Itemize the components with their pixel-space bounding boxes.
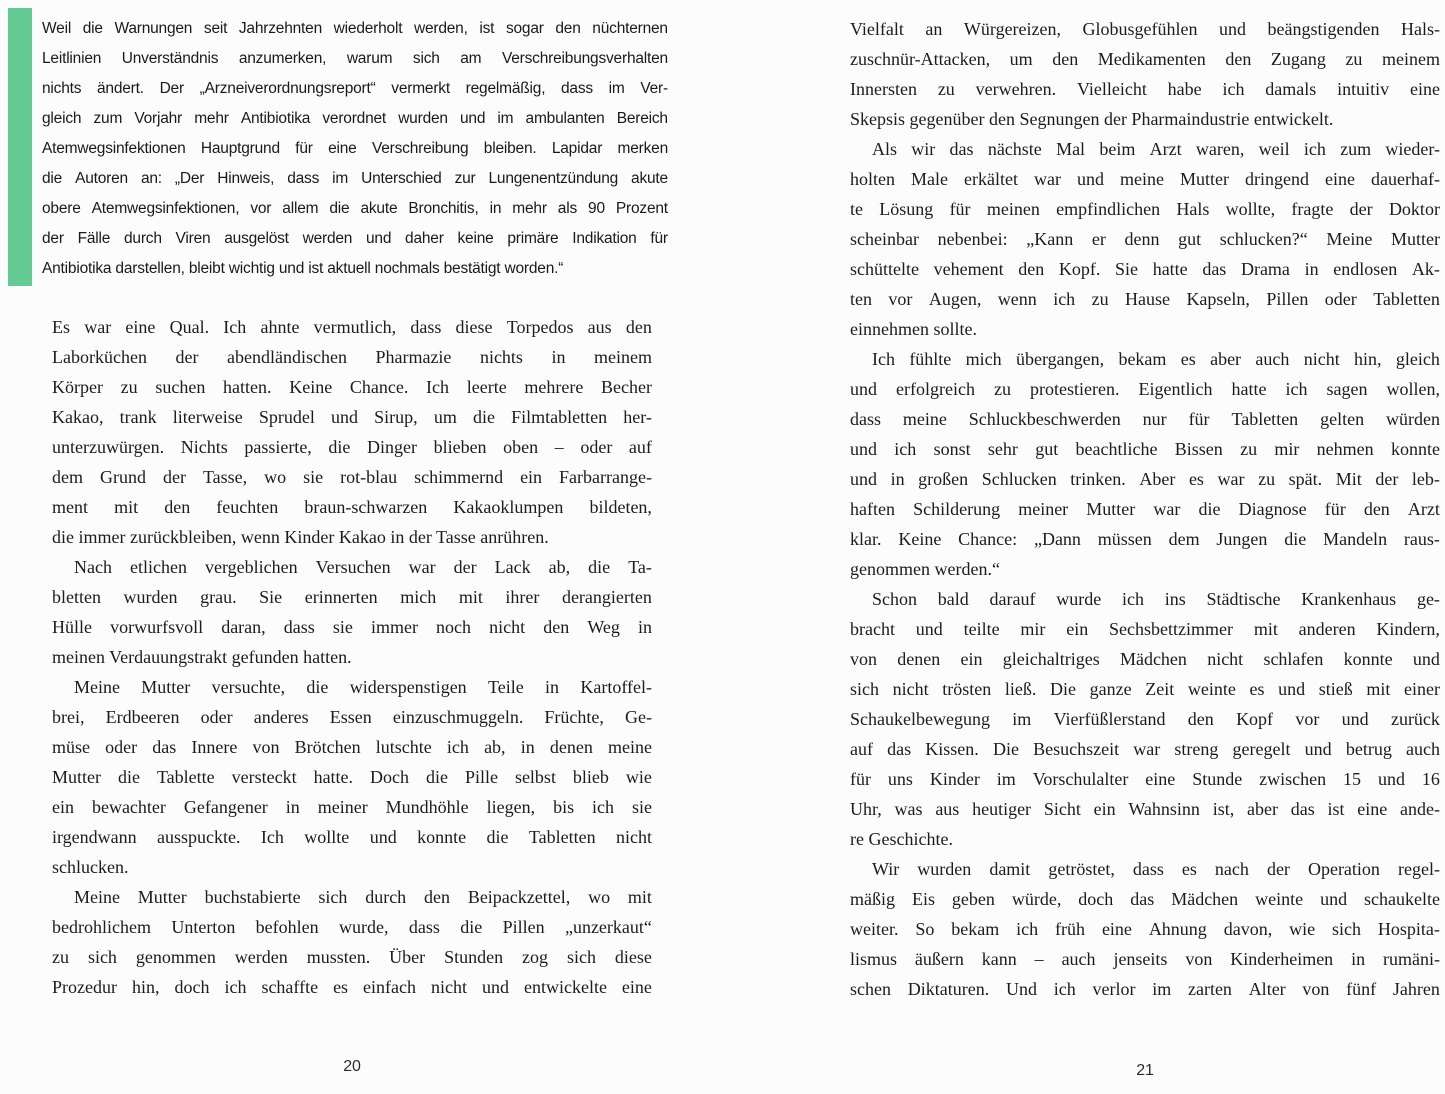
text-line: Vielfalt an Würgereizen, Globusgefühlen und beängstigenden Hals- <box>850 19 1440 39</box>
text-line: sich nicht trösten ließ. Die ganze Zeit weinte es und stieß mit einer <box>850 679 1440 699</box>
text-line: obere Atemwegsinfektionen, vor allem die akute Bronchitis, in mehr als 90 Prozent <box>42 200 668 217</box>
text-line: mäßig Eis geben würde, doch das Mädchen weinte und schaukelte <box>850 889 1440 909</box>
text-line: Innersten zu verwehren. Vielleicht habe ich damals intuitiv eine <box>850 79 1440 99</box>
text-line: schüttelte vehement den Kopf. Sie hatte das Drama in endlosen Ak- <box>850 259 1440 279</box>
text-line: ten vor Augen, wenn ich zu Hause Kapseln, Pillen oder Tabletten <box>850 289 1440 309</box>
text-line: te Lösung für meinen empfindlichen Hals wollte, fragte der Doktor <box>850 199 1440 219</box>
text-line: holten Male erkältet war und meine Mutter dringend eine dauerhaf- <box>850 169 1440 189</box>
text-line: und ich sonst sehr gut beachtliche Bissen zu mir nehmen konnte <box>850 439 1440 459</box>
text-line: Es war eine Qual. Ich ahnte vermutlich, dass diese Torpedos aus den <box>52 317 652 337</box>
text-line: Schon bald darauf wurde ich ins Städtische Krankenhaus ge- <box>872 589 1440 609</box>
text-line: für uns Kinder im Vorschulalter eine Stunde zwischen 15 und 16 <box>850 769 1440 789</box>
text-line: Hülle vorwurfsvoll daran, dass sie immer noch nicht den Weg in <box>52 617 652 637</box>
text-line: Uhr, was aus heutiger Sicht ein Wahnsinn ist, aber das ist eine ande- <box>850 799 1440 819</box>
text-line: zu sich genommen werden mussten. Über Stunden zog sich diese <box>52 947 652 967</box>
text-line: müse oder das Innere von Brötchen lutschte ich ab, in denen meine <box>52 737 652 757</box>
text-line: brei, Erdbeeren oder anderes Essen einzuschmuggeln. Früchte, Ge- <box>52 707 652 727</box>
text-line: der Fälle durch Viren ausgelöst werden und daher keine primäre Indikation für <box>42 230 668 247</box>
text-line: Leitlinien Unverständnis anzumerken, warum sich am Verschreibungsverhalten <box>42 50 668 67</box>
page-number-right: 21 <box>1136 1062 1154 1079</box>
quote-block <box>42 14 668 284</box>
text-line: Ich fühlte mich übergangen, bekam es aber auch nicht hin, gleich <box>872 349 1440 369</box>
text-line: von denen ein gleichaltriges Mädchen nicht schlafen konnte und <box>850 649 1440 669</box>
text-line: zuschnür-Attacken, um den Medikamenten den Zugang zu meinem <box>850 49 1440 69</box>
text-line: gleich zum Vorjahr mehr Antibiotika verordnet wurden und im ambulanten Bereich <box>42 110 668 127</box>
left-page-body <box>52 312 652 1002</box>
text-line: nichts ändert. Der „Arzneiverordnungsreport“ vermerkt regelmäßig, dass im Ver- <box>42 80 668 97</box>
text-line: schlucken. <box>52 857 129 877</box>
text-line: klar. Keine Chance: „Dann müssen dem Jungen die Mandeln raus- <box>850 529 1440 549</box>
text-line: meinen Verdauungstrakt gefunden hatten. <box>52 647 352 667</box>
text-line: scheinbar nebenbei: „Kann er denn gut schlucken?“ Meine Mutter <box>850 229 1440 249</box>
text-line: Als wir das nächste Mal beim Arzt waren, weil ich zum wieder- <box>872 139 1440 159</box>
text-line: die Autoren an: „Der Hinweis, dass im Unterschied zur Lungenentzündung akute <box>42 170 668 187</box>
text-line: Meine Mutter buchstabierte sich durch den Beipackzettel, wo mit <box>74 887 652 907</box>
text-line: re Geschichte. <box>850 829 953 849</box>
text-line: die immer zurückbleiben, wenn Kinder Kakao in der Tasse anrühren. <box>52 527 549 547</box>
text-line: Schaukelbewegung im Vierfüßlerstand den Kopf vor und zurück <box>850 709 1440 729</box>
text-line: Wir wurden damit getröstet, dass es nach der Operation regel- <box>872 859 1440 879</box>
text-line: ment mit den feuchten braun-schwarzen Kakaoklumpen bildeten, <box>52 497 652 517</box>
text-line: Mutter die Tablette versteckt hatte. Doch die Pille selbst blieb wie <box>52 767 652 787</box>
text-line: und in großen Schlucken trinken. Aber es war zu spät. Mit der leb- <box>850 469 1440 489</box>
text-line: schen Diktaturen. Und ich verlor im zarten Alter von fünf Jahren <box>850 979 1440 999</box>
text-line: und erfolgreich zu protestieren. Eigentlich hatte ich sagen wollen, <box>850 379 1440 399</box>
text-line: Körper zu suchen hatten. Keine Chance. Ich leerte mehrere Becher <box>52 377 652 397</box>
text-line: bletten wurden grau. Sie erinnerten mich mit ihrer derangierten <box>52 587 652 607</box>
text-line: genommen werden.“ <box>850 559 1000 579</box>
text-line: Atemwegsinfektionen Hauptgrund für eine Verschreibung bleiben. Lapidar merken <box>42 140 668 157</box>
text-line: Laborküchen der abendländischen Pharmazie nichts in meinem <box>52 347 652 367</box>
text-line: ein bewachter Gefangener in meiner Mundhöhle liegen, bis ich sie <box>52 797 652 817</box>
text-line: Antibiotika darstellen, bleibt wichtig und ist aktuell nochmals bestätigt worden.“ <box>42 260 564 277</box>
text-line: Kakao, trank literweise Sprudel und Sirup, um die Filmtabletten her- <box>52 407 652 427</box>
quote-accent-bar <box>8 8 32 286</box>
text-line: Meine Mutter versuchte, die widerspenstigen Teile in Kartoffel- <box>74 677 652 697</box>
page-number-left: 20 <box>343 1058 361 1075</box>
text-line: unterzuwürgen. Nichts passierte, die Dinger blieben oben – oder auf <box>52 437 652 457</box>
text-line: Prozedur hin, doch ich schaffte es einfach nicht und entwickelte eine <box>52 977 652 997</box>
text-line: irgendwann ausspuckte. Ich wollte und konnte die Tabletten nicht <box>52 827 652 847</box>
text-line: Skepsis gegenüber den Segnungen der Pharmaindustrie entwickelt. <box>850 109 1334 129</box>
text-line: haften Schilderung meiner Mutter war die Diagnose für den Arzt <box>850 499 1440 519</box>
text-line: auf das Kissen. Die Besuchszeit war streng geregelt und betrug auch <box>850 739 1440 759</box>
text-line: dem Grund der Tasse, wo sie rot-blau schimmernd ein Farbarrange- <box>52 467 652 487</box>
text-line: lismus äußern kann – auch jenseits von Kinderheimen in rumäni- <box>850 949 1440 969</box>
text-line: Nach etlichen vergeblichen Versuchen war der Lack ab, die Ta- <box>74 557 652 577</box>
text-line: bedrohlichem Unterton befohlen wurde, dass die Pillen „unzerkaut“ <box>52 917 652 937</box>
text-line: Weil die Warnungen seit Jahrzehnten wiederholt werden, ist sogar den nüchternen <box>42 20 668 37</box>
text-line: dass meine Schluckbeschwerden nur für Tabletten gelten würden <box>850 409 1440 429</box>
text-line: weiter. So bekam ich früh eine Ahnung davon, wie sich Hospita- <box>850 919 1440 939</box>
right-page-body <box>850 14 1440 1004</box>
text-line: bracht und teilte mir ein Sechsbettzimmer mit anderen Kindern, <box>850 619 1440 639</box>
text-line: einnehmen sollte. <box>850 319 977 339</box>
